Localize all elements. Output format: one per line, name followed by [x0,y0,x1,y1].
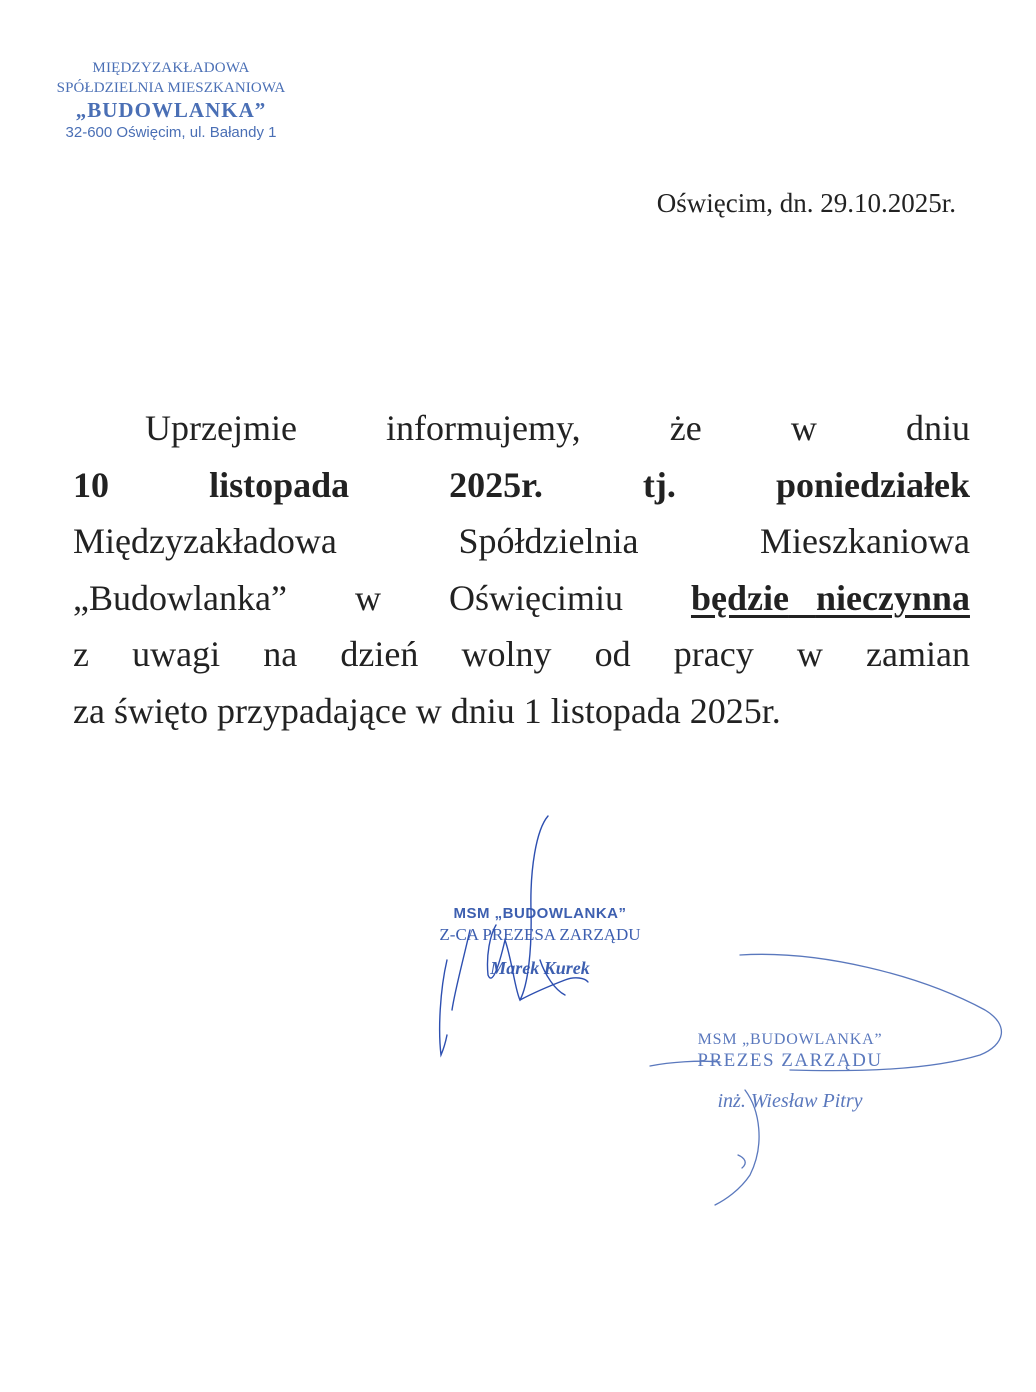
word: dzień [340,634,419,674]
body-line-6 [73,683,970,740]
word: na [263,634,298,674]
body-line-5 [73,626,970,683]
announcement-body [73,400,970,739]
word: „Budowlanka” [73,577,287,618]
word: poniedziałek [775,464,970,505]
sig2-title: PREZES ZARZĄDU [697,1050,883,1071]
word: pracy [673,634,754,674]
organization-stamp [36,58,306,144]
stamp-line-1: MIĘDZYZAKŁADOWA [92,60,250,76]
word: tj. [642,464,676,505]
stamp-line-2: SPÓŁDZIELNIA MIESZKANIOWA [56,80,286,96]
word: będzie [690,577,789,618]
word: zamian [866,634,970,674]
body-line-3 [73,513,970,570]
word: od [594,634,631,674]
word: w [796,634,823,674]
word: wolny [461,634,552,674]
sentence-end: za święto przypadające w dniu 1 listopada 2025r. [73,690,781,731]
word: uwagi [132,634,221,674]
sig2-org: MSM „BUDOWLANKA” [697,1031,883,1048]
sig1-org: MSM „BUDOWLANKA” [453,905,627,922]
word: Międzyzakładowa [73,521,337,561]
stamp-address: 32-600 Oświęcim, ul. Bałandy 1 [65,124,277,141]
body-line-1 [73,400,970,457]
word: 10 [73,464,109,505]
word: Spółdzielnia [458,521,639,561]
word: listopada [209,464,350,505]
signature-stamp-vice-president [420,904,660,990]
word: w [790,408,817,448]
stamp-line-3: „BUDOWLANKA” [75,98,267,122]
word: Oświęcimiu [448,577,623,618]
word: Uprzejmie [145,408,297,448]
date-line: Oświęcim, dn. 29.10.2025r. [656,188,956,218]
word: Mieszkaniowa [760,521,970,561]
sig2-name: inż. Wiesław Pitry [717,1090,863,1112]
sig1-title: Z-CA PREZESA ZARZĄDU [439,925,641,944]
sig1-name: Marek Kurek [490,958,590,978]
word: 2025r. [449,464,543,505]
closed-notice-emphasis [691,570,970,627]
word: informujemy, [386,408,581,448]
word: w [354,577,381,618]
body-line-2 [73,457,970,514]
word: z [73,634,89,674]
body-line-4 [73,570,970,627]
signature-stamp-president [670,1030,910,1130]
word: dniu [905,408,970,448]
word: że [669,408,702,448]
word: nieczynna [815,577,970,618]
